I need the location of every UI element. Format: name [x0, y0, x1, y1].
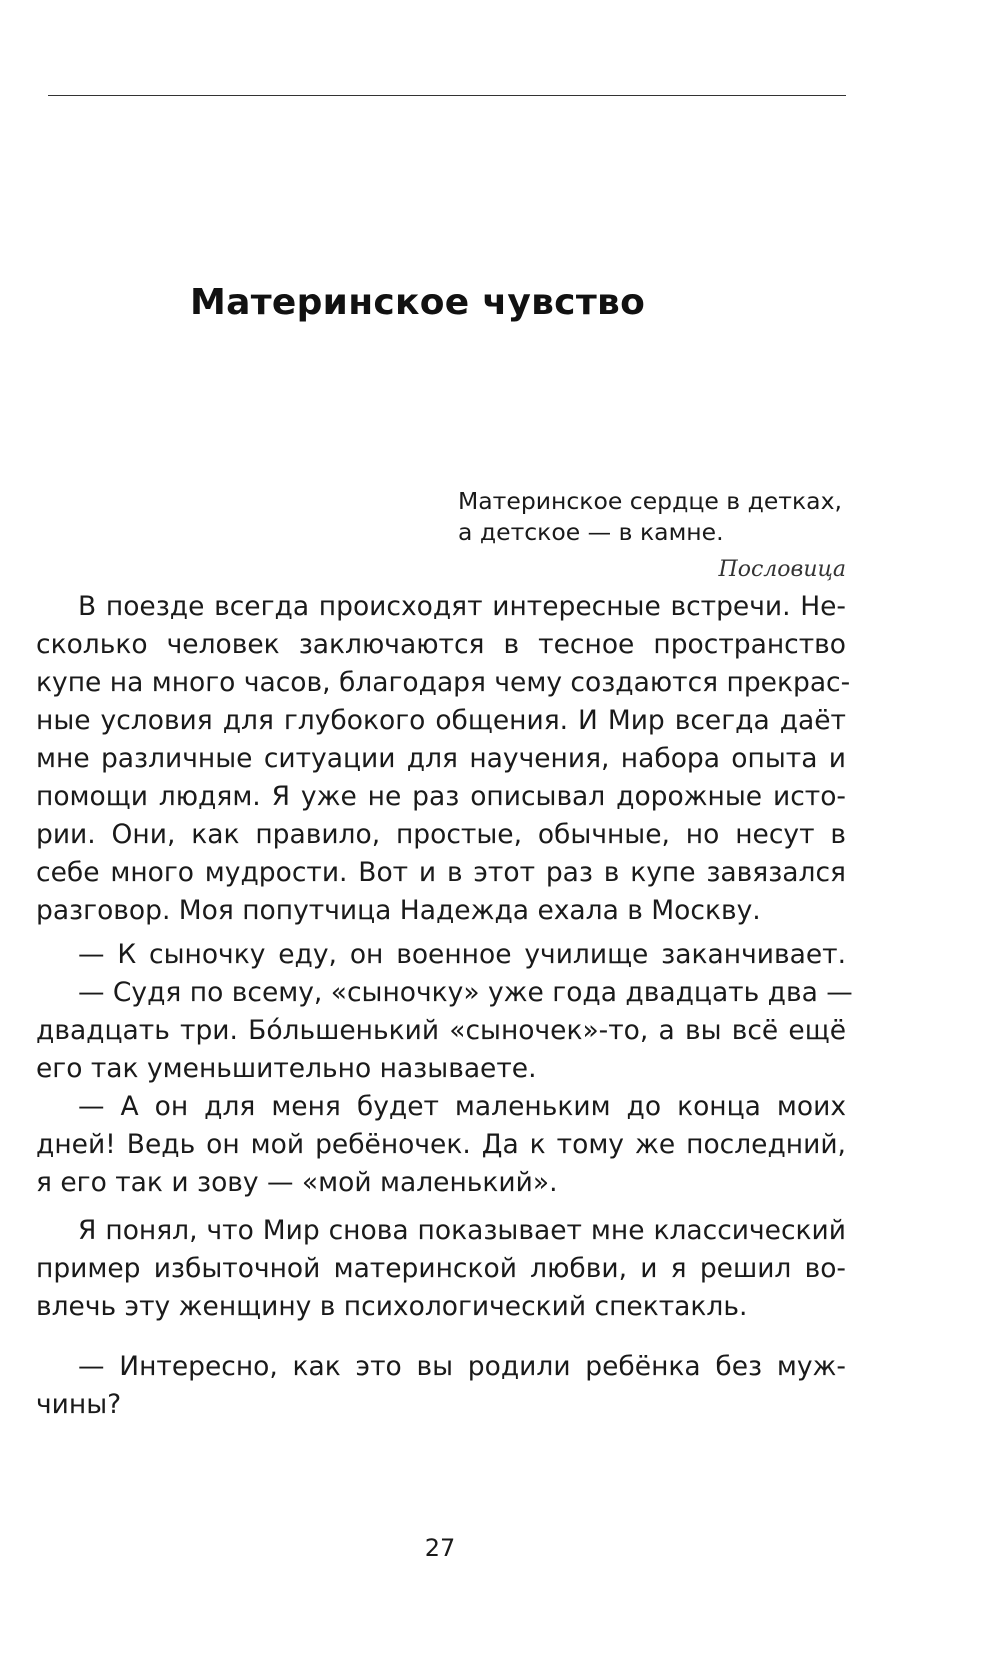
header-rule: [48, 95, 846, 96]
text-line: чины?: [36, 1389, 122, 1420]
text-line: разговор. Моя попутчица Надежда ехала в Москву.: [36, 895, 761, 926]
text-line: двадцать три. Бо́льшенький «сыночек»-то, а вы всё ещё: [36, 1015, 846, 1046]
text-line: помощи людям. Я уже не раз описывал дорожные исто-: [36, 781, 846, 812]
paragraph-4: [36, 1348, 846, 1424]
text-line: рии. Они, как правило, простые, обычные, но несут в: [36, 819, 846, 850]
text-line: купе на много часов, благодаря чему создаются прекрас-: [36, 667, 851, 698]
epigraph-line: а детское — в камне.: [458, 518, 724, 546]
paragraph-3: [36, 1212, 846, 1326]
text-line: пример избыточной материнской любви, и я решил во-: [36, 1253, 846, 1284]
text-line: его так уменьшительно называете.: [36, 1053, 537, 1084]
text-line: Я понял, что Мир снова показывает мне классический: [78, 1215, 846, 1246]
text-line: — Интересно, как это вы родили ребёнка без муж-: [78, 1351, 846, 1382]
text-line: дней! Ведь он мой ребёночек. Да к тому же последний,: [36, 1129, 846, 1160]
text-line: В поезде всегда происходят интересные встречи. Не-: [78, 591, 846, 622]
text-line: сколько человек заключаются в тесное пространство: [36, 629, 846, 660]
epigraph: [458, 486, 846, 585]
text-line: — Судя по всему, «сыночку» уже года двадцать два —: [78, 977, 853, 1008]
text-line: ные условия для глубокого общения. И Мир всегда даёт: [36, 705, 846, 736]
paragraph-1: [36, 588, 851, 930]
page-number: 27: [424, 1534, 456, 1562]
text-line: — К сыночку еду, он военное училище заканчивает.: [78, 939, 846, 970]
text-line: себе много мудрости. Вот и в этот раз в купе завязался: [36, 857, 846, 888]
text-line: я его так и зову — «мой маленький».: [36, 1167, 558, 1198]
text-line: — А он для меня будет маленьким до конца моих: [78, 1091, 846, 1122]
chapter-title: Материнское чувство: [190, 282, 646, 323]
epigraph-line: Материнское сердце в детках,: [458, 487, 842, 515]
text-line: влечь эту женщину в психологический спектакль.: [36, 1291, 748, 1322]
epigraph-source: Пословица: [718, 557, 846, 582]
text-line: мне различные ситуации для научения, набора опыта и: [36, 743, 846, 774]
paragraph-2: [36, 936, 853, 1202]
